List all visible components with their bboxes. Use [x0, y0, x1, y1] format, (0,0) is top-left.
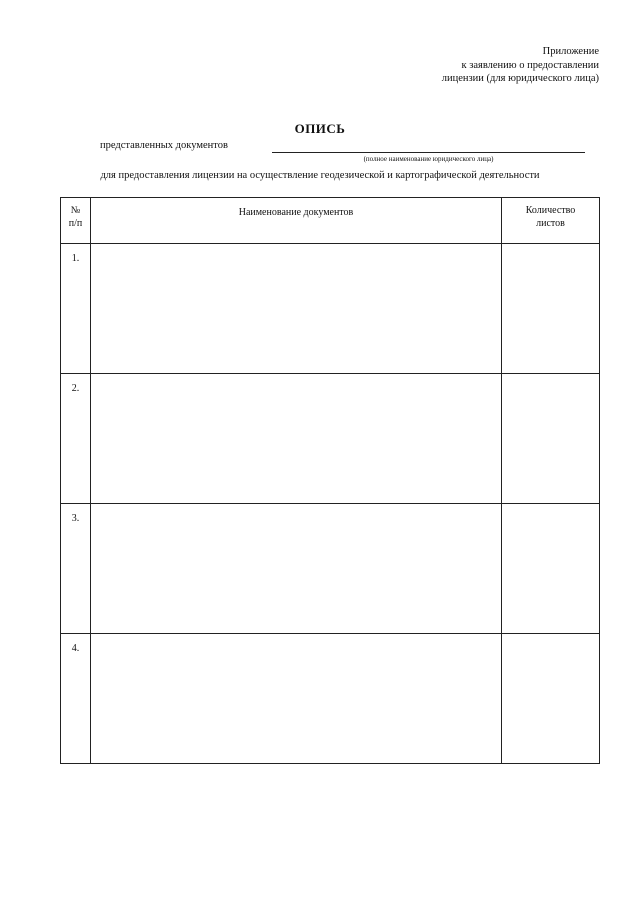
table-row: [61, 374, 600, 504]
row-number: 1.: [61, 244, 91, 374]
sheet-count-cell[interactable]: [502, 244, 600, 374]
document-name-cell[interactable]: [91, 244, 502, 374]
document-name-cell[interactable]: [91, 634, 502, 764]
document-name-cell[interactable]: [91, 374, 502, 504]
sheet-count-cell[interactable]: [502, 634, 600, 764]
appendix-line-3: лицензии (для юридического лица): [441, 73, 599, 84]
table-row: [61, 634, 600, 764]
header-sheet-count: [502, 198, 600, 244]
row-number: 3.: [61, 504, 91, 634]
document-title: ОПИСЬ: [294, 121, 346, 136]
sheet-count-cell[interactable]: [502, 504, 600, 634]
row-number: 2.: [61, 374, 91, 504]
header-count-line-2: листов: [536, 218, 565, 229]
appendix-line-2: к заявлению о предоставлении: [461, 59, 599, 71]
header-document-name: Наименование документов: [91, 198, 502, 244]
documents-table: [60, 197, 600, 764]
header-number-line-2: п/п: [68, 218, 83, 229]
table-header-row: [61, 198, 600, 244]
appendix-line-1: Приложение: [542, 46, 599, 57]
row-number: 4.: [61, 634, 91, 764]
appendix-note: [442, 45, 599, 86]
table-row: [61, 244, 600, 374]
purpose-line: для предоставления лицензии на осуществление геодезической и картографической деятельности: [100, 170, 540, 181]
sheet-count-cell[interactable]: [502, 374, 600, 504]
entity-name-hint: (полное наименование юридического лица): [363, 155, 494, 163]
entity-name-field[interactable]: [272, 152, 585, 153]
header-number-line-1: №: [70, 205, 81, 216]
header-number: [61, 198, 91, 244]
table-row: [61, 504, 600, 634]
document-name-cell[interactable]: [91, 504, 502, 634]
documents-label: представленных документов: [100, 140, 228, 151]
header-count-line-1: Количество: [525, 205, 576, 216]
